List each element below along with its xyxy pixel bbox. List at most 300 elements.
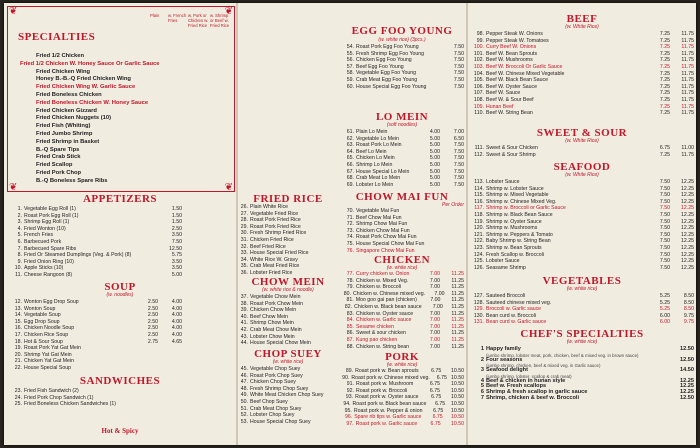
item-price: 6.00 (659, 312, 670, 319)
menu-item (468, 84, 694, 91)
item-number: 103. (473, 63, 484, 70)
item-number: 7 (480, 394, 484, 401)
item-name: Shrimp Chow Mai Fun (356, 221, 408, 228)
item-name: Chicken Chow Mai Fun (356, 227, 410, 234)
item-number: 69. (346, 181, 354, 188)
middle-panel (238, 3, 466, 445)
item-name: Fried 1/2 Chicken W. Honey Sauce Or Garlic Sauce (20, 60, 160, 67)
vegetables-subtitle: (w. white rice) (566, 286, 598, 292)
item-number (18, 115, 36, 123)
item-name: Chicken Yat Gat Mein (24, 358, 74, 365)
item-price-large: 12.25 (681, 225, 694, 232)
menu-item (232, 399, 342, 406)
item-number: 74. (346, 234, 354, 241)
item-price: 7.25 (659, 110, 670, 117)
item-price: 3.50 (171, 258, 182, 265)
menu-item (232, 301, 342, 308)
item-name: Egg Drop Soup (24, 318, 60, 325)
menu-item (232, 392, 342, 399)
menu-item (338, 291, 464, 298)
item-number: 115. (474, 192, 484, 199)
item-price-large: 11.25 (451, 323, 464, 330)
item-number: 93. (345, 394, 354, 401)
item-number: 3 (480, 367, 484, 374)
item-name: Roast pork w. Chinese mixed veg. (351, 374, 430, 381)
item-name: Fresh Scallop w. Broccoli (486, 251, 544, 258)
menu-item (468, 205, 694, 212)
seafood-list (468, 179, 694, 271)
item-price: 7.00 (429, 277, 440, 284)
menu-item (6, 259, 182, 266)
item-name: Roast Pork Fried Rice (250, 223, 301, 230)
item-number: 31. (240, 236, 248, 243)
item-number (18, 53, 36, 61)
item-number: 112. (474, 151, 484, 158)
item-name: Fresh Shrimp Chop Suey (250, 385, 309, 392)
item-price: 7.50 (453, 83, 464, 90)
item-name: Fried Boneless Chicken W. Honey Sauce (36, 99, 149, 106)
item-number: 82. (344, 303, 353, 310)
item-price: 3.50 (171, 265, 182, 272)
item-number: 83. (346, 310, 354, 317)
item-price: 7.00 (429, 284, 440, 291)
item-name: Roast pork w. Bean sprouts (355, 368, 419, 374)
corner-ornament-icon: ❦ (9, 182, 18, 193)
item-number: 63. (346, 142, 354, 149)
item-name: Fried Wonton (10) (24, 225, 66, 232)
chicken-subtitle: (w. white rice) (386, 265, 418, 271)
item-price: 12.50 (680, 394, 694, 401)
menu-item (338, 228, 464, 235)
item-price: 7.25 (659, 57, 670, 64)
menu-item (6, 232, 182, 239)
item-price: 7.50 (659, 211, 670, 218)
item-price: 2.50 (147, 305, 158, 312)
item-price: 7.50 (659, 231, 670, 238)
menu-item (468, 97, 694, 104)
item-price: 7.50 (659, 238, 670, 245)
item-number: 21. (14, 358, 22, 365)
item-price: 7.00 (434, 290, 445, 297)
item-name: Beef Egg Foo Young (356, 63, 404, 70)
chef-subtitle: (w. white rice) (566, 339, 598, 345)
menu-item (338, 162, 464, 169)
item-price: 6.75 (432, 414, 443, 421)
item-number: 98. (476, 31, 484, 37)
menu-item (468, 212, 694, 219)
col-header: w. Pork or Chicken w. Fried Rice (188, 13, 209, 28)
item-price-large: 10.50 (451, 420, 464, 427)
item-price: 7.25 (659, 77, 670, 84)
item-price: 12.25 (680, 383, 694, 390)
appetizers-list (6, 206, 182, 279)
item-number: 102. (473, 57, 484, 64)
item-name: Roast Pork Egg Foo Young (356, 44, 419, 50)
hot-spicy-legend: Hot & Spicy (101, 427, 139, 435)
item-name: Curry Beef W. Onions (486, 44, 537, 51)
item-price-large: 12.25 (681, 179, 694, 185)
pork-list (338, 368, 464, 427)
item-price: 5.00 (429, 161, 440, 168)
menu-item (338, 234, 464, 241)
item-number: 118. (474, 211, 484, 218)
vegetables-title: VEGETABLES (542, 275, 622, 287)
chow-mein-title: CHOW MEIN (251, 276, 325, 288)
item-price: 12.50 (169, 245, 182, 252)
item-number: 8. (17, 252, 22, 259)
item-price-large: 7.00 (453, 129, 464, 135)
menu-item (18, 100, 158, 108)
menu-item (468, 238, 694, 245)
item-price: 7.00 (429, 336, 440, 343)
menu-item (338, 344, 464, 351)
menu-item (338, 208, 464, 215)
item-number: 29. (240, 223, 248, 230)
menu-item (6, 352, 182, 359)
item-price-large: 6.50 (453, 135, 464, 142)
item-number: 91. (346, 381, 354, 388)
item-name: Vegetable Fried Rice (250, 210, 299, 217)
item-name: Roast pork w. Mushroom (356, 381, 414, 388)
menu-item (232, 237, 342, 244)
item-number: 129. (473, 306, 484, 313)
menu-item (468, 44, 694, 51)
menu-item (338, 401, 464, 408)
item-number: 73. (346, 227, 354, 234)
item-number: 9. (17, 258, 22, 265)
item-price-large: 10.50 (451, 394, 464, 401)
specialties-box (7, 6, 235, 192)
item-name: Kung pao chicken (356, 336, 398, 343)
item-name: Sweet & Sour Chicken (486, 145, 538, 151)
item-number: 109. (473, 103, 484, 110)
item-price: 2.50 (147, 312, 158, 319)
item-price: 14.50 (680, 367, 694, 374)
seafood-subtitle: (w. White Rice) (565, 172, 599, 178)
menu-item (232, 320, 342, 327)
item-number: 85. (346, 323, 354, 330)
item-name: Roast Pork Lo Mein (356, 142, 402, 149)
item-name: Barbecued Pork (24, 238, 62, 245)
menu-item (6, 219, 182, 226)
item-price: 7.50 (659, 244, 670, 251)
item-name: Roast Pork Chop Suey (250, 372, 303, 379)
item-name: House Special Lo Mein (356, 168, 410, 175)
item-price-large: 4.00 (171, 305, 182, 312)
beef-list (468, 31, 694, 117)
item-price: 7.50 (453, 76, 464, 83)
item-name: Pepper Steak W. Onions (486, 31, 543, 37)
item-price: 7.00 (430, 297, 441, 304)
item-price: 7.50 (659, 264, 670, 271)
item-number: 43. (240, 333, 248, 340)
item-price-large: 12.25 (681, 231, 694, 238)
item-price-large: 12.25 (681, 244, 694, 251)
item-name: Vegetable Soup (24, 312, 61, 319)
item-number (18, 131, 36, 139)
item-price-large: 8.50 (683, 306, 694, 313)
item-price: 7.50 (659, 179, 670, 185)
item-price: 6.75 (431, 368, 442, 374)
item-name: Chicken w. Garlic sauce (356, 317, 412, 324)
item-price: 7.50 (659, 198, 670, 205)
item-price-large: 12.25 (681, 264, 694, 271)
menu-item (6, 226, 182, 233)
item-name: Plain Lo Mein (356, 129, 388, 135)
item-number: 35. (240, 263, 248, 270)
item-number (18, 162, 36, 170)
item-number: 124. (473, 251, 484, 258)
item-price-large: 11.25 (451, 284, 464, 291)
item-price: 1.50 (171, 219, 182, 226)
item-price-large: 11.75 (681, 103, 694, 110)
item-number: 28. (240, 217, 248, 224)
item-price: 7.50 (453, 63, 464, 70)
item-name: Beef W. Chinese Mixed Vegetable (486, 70, 565, 77)
menu-item (6, 265, 182, 272)
item-description: (jumbo shrimp, lobster, scallop & crab meat) (486, 373, 572, 379)
item-name: Seasame Shrimp (486, 264, 526, 271)
item-price-large (158, 365, 182, 372)
menu-item (6, 365, 182, 372)
item-number: 95. (344, 407, 352, 414)
sweet-sour-title: SWEET & SOUR (536, 127, 628, 139)
item-number: 7. (17, 245, 22, 252)
item-price-large: 4.00 (171, 299, 182, 305)
item-price-large: 11.25 (451, 336, 464, 343)
item-number: 3. (17, 219, 22, 226)
item-price-large: 4.65 (171, 338, 182, 345)
item-price: 5.00 (429, 175, 440, 182)
item-number (18, 108, 36, 116)
menu-item (232, 334, 342, 341)
item-number: 80. (343, 290, 351, 297)
item-name: Roast Pork Fried Rice (250, 217, 301, 224)
chow-mein-subtitle: (w. white rice & noodle) (262, 287, 314, 293)
menu-item (468, 368, 694, 374)
menu-item (18, 154, 158, 162)
beef-title: BEEF (566, 13, 598, 25)
item-price: 5.00 (429, 135, 440, 142)
item-price-large: 7.50 (453, 155, 464, 162)
item-name: Sweet & sour chicken (356, 330, 406, 337)
menu-item (338, 57, 464, 64)
item-price: 5.25 (659, 306, 670, 313)
item-name: Curry chicken w. Onion (356, 271, 410, 277)
item-name: Crab Meat Lo Mein (356, 175, 401, 182)
item-number (18, 84, 36, 92)
menu-item (338, 44, 464, 51)
item-price: 2.50 (171, 225, 182, 232)
item-name: Fried Pork Chop (36, 169, 82, 176)
item-number (18, 76, 36, 84)
item-number: 24. (14, 394, 22, 401)
specialties-col-headers (150, 13, 232, 28)
menu-item (6, 388, 182, 395)
item-price: 6.75 (433, 407, 444, 414)
item-price-large (158, 352, 182, 359)
menu-item (18, 147, 158, 155)
menu-item (468, 313, 694, 320)
item-name: Chicken w. Oyster sauce (356, 310, 414, 317)
item-name: Lobster Chow Mein (250, 333, 295, 340)
item-name: French Fries (24, 232, 54, 239)
menu-item (232, 307, 342, 314)
item-name: Roast pork w. Black bean sauce (352, 400, 427, 407)
chicken-list (338, 271, 464, 350)
item-number: 72. (346, 221, 354, 228)
menu-item (468, 64, 694, 71)
item-price: 5.00 (171, 271, 182, 278)
menu-item (468, 38, 694, 45)
item-price: 6.75 (436, 374, 447, 381)
item-name: Vegetable Mai Fun (356, 208, 400, 214)
item-price-large (158, 345, 182, 352)
menu-item (338, 330, 464, 337)
menu-item (6, 358, 182, 365)
item-name: Wonton Egg Drop Soup (24, 299, 79, 305)
sweet-sour-subtitle: (w. White Rice) (565, 138, 599, 144)
item-name: Chicken w. String bean (356, 343, 410, 350)
item-number: 121. (473, 231, 484, 238)
item-price-large: 11.75 (681, 44, 694, 51)
corner-ornament-icon: ❦ (224, 6, 233, 17)
item-number: 2. (17, 212, 22, 219)
item-number: 13. (14, 305, 22, 312)
menu-item (232, 406, 342, 413)
menu-item (468, 219, 694, 226)
item-number: 88. (346, 343, 354, 350)
item-number: 79. (346, 284, 354, 291)
item-name: Chicken Chop Suey (250, 379, 296, 386)
item-name: Beef W. Bean Sprouts (486, 50, 538, 57)
item-number: 60. (346, 83, 354, 90)
item-name: White Meat Chicken Chop Suey (250, 392, 324, 399)
item-number: 53. (240, 418, 248, 425)
menu-item (232, 366, 342, 373)
specialties-title: SPECIALTIES (18, 31, 96, 43)
item-name: Pepper Steak W. Tomatoes (486, 37, 549, 44)
item-name: Fried Chicken Wing (36, 68, 91, 75)
menu-item (468, 258, 694, 265)
chef-title: CHEF'S SPECIALTIES (520, 328, 644, 340)
item-price: 7.50 (171, 238, 182, 245)
menu-item (232, 314, 342, 321)
item-name: Seafood delight (486, 367, 528, 374)
item-name: Shrimp w. Peppers & Tomato (486, 231, 553, 238)
item-name: Fried Crab Stick (36, 154, 81, 161)
menu-item (338, 51, 464, 58)
item-name: Fried Fish Sandwich (2) (24, 388, 79, 394)
item-price-large: 11.25 (451, 297, 465, 304)
item-price: 7.25 (659, 96, 670, 103)
item-number: 22. (14, 364, 22, 371)
item-name: Sweet & Sour Shrimp (486, 151, 536, 158)
item-price: 7.00 (429, 317, 440, 324)
menu-item (232, 373, 342, 380)
chow-mai-fun-title: CHOW MAI FUN (355, 191, 449, 203)
menu-item (18, 92, 158, 100)
menu-item (232, 211, 342, 218)
menu-item (468, 71, 694, 78)
item-number: 44. (240, 340, 248, 347)
item-name: Chicken Noodle Soup (24, 325, 75, 332)
item-name: B.-Q Spare Tips (36, 146, 80, 153)
item-name: Singapore Chow Mai Fun (356, 247, 415, 254)
item-number: 52. (240, 412, 248, 419)
menu-item (6, 332, 182, 339)
item-name: Spare rib tips w. Garlic sauce (354, 414, 422, 421)
item-price: 2.50 (147, 299, 158, 305)
item-number: 94. (343, 400, 351, 407)
item-number (18, 154, 36, 162)
menu-item (6, 312, 182, 319)
item-number: 39. (240, 307, 248, 314)
item-price: 6.75 (659, 145, 670, 151)
menu-item (6, 306, 182, 313)
item-price: 7.25 (659, 103, 670, 110)
chef-list (468, 347, 694, 401)
menu-item (468, 179, 694, 186)
item-number: 33. (240, 250, 248, 257)
item-price: 5.00 (429, 148, 440, 155)
item-price-large: 12.25 (681, 198, 694, 205)
item-price: 7.25 (659, 70, 670, 77)
item-number: 57. (346, 63, 354, 70)
menu-item (338, 136, 464, 143)
item-number: 86. (346, 330, 354, 337)
item-number: 67. (346, 168, 354, 175)
item-price-large: 11.75 (681, 83, 694, 90)
item-price: 7.25 (659, 90, 670, 97)
item-number: 75. (346, 240, 354, 247)
item-name: Fried Onion Ring (10) (24, 258, 74, 265)
item-number: 18. (14, 338, 22, 345)
col-header: w. French Fries (168, 13, 187, 23)
item-name: White Rice W. Gravy (250, 256, 298, 263)
item-name: Beef Chow Mein (250, 313, 289, 320)
item-price: 7.50 (659, 251, 670, 258)
item-name: Fried 1/2 Chicken (36, 53, 85, 59)
item-price: 5.00 (429, 155, 440, 162)
menu-item (338, 337, 464, 344)
menu-item (338, 129, 464, 136)
menu-item (468, 77, 694, 84)
item-name: Sauteed chinese mixed veg. (486, 299, 552, 306)
item-price: 7.50 (659, 225, 670, 232)
item-price: 7.50 (453, 57, 464, 64)
item-price-large: 9.75 (683, 312, 694, 319)
item-number: 96. (344, 414, 353, 421)
item-price: 7.00 (429, 323, 440, 330)
item-price: 12.25 (680, 377, 694, 384)
item-name: Beef Chop Suey (250, 398, 288, 405)
menu-item (232, 257, 342, 264)
item-price: 7.25 (659, 37, 670, 44)
item-name: Lobster Fried Rice (250, 269, 293, 276)
menu-item (18, 162, 158, 170)
menu-item (232, 224, 342, 231)
item-name: Roast Pork Chow Mein (250, 300, 304, 307)
item-number: 68. (346, 175, 354, 182)
item-name: Chicken Rice Soup (24, 331, 69, 338)
item-price-large: 10.50 (451, 414, 464, 421)
item-number: 106. (473, 83, 484, 90)
menu-item (18, 178, 158, 186)
menu-item (468, 152, 694, 159)
item-number: 107. (473, 90, 484, 97)
item-name: Fresh Shrimp Egg Foo Young (356, 50, 425, 57)
